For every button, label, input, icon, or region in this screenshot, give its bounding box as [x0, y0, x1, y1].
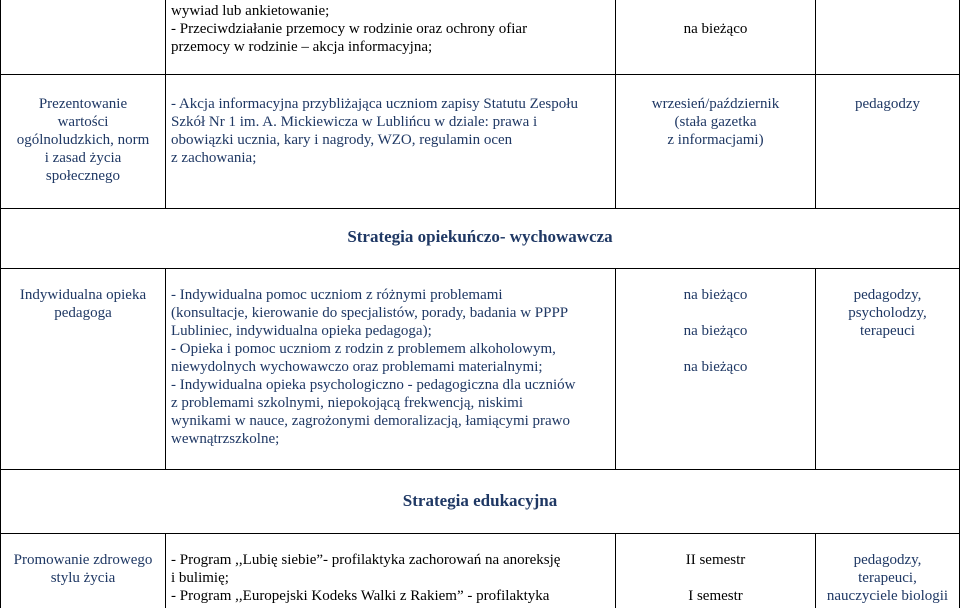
text-line: ogólnoludzkich, norm	[16, 132, 150, 148]
text-line: psycholodzy,	[848, 305, 927, 321]
text-line: i bulimię;	[171, 570, 229, 586]
text-line: nauczyciele biologii	[826, 588, 949, 604]
row4-activities	[171, 551, 611, 605]
text-line: Indywidualna opieka	[19, 287, 147, 303]
text-line: i zasad życia	[44, 150, 122, 166]
row-divider	[0, 268, 960, 269]
row2-task	[1, 95, 165, 185]
text-line: wywiad lub ankietowanie;	[171, 3, 330, 19]
row4-task	[1, 551, 165, 587]
text-line: społecznego	[45, 168, 121, 184]
text-line: - Indywidualna pomoc uczniom z różnymi problemami	[171, 287, 503, 303]
text-line: przemocy w rodzinie – akcja informacyjna;	[171, 39, 433, 55]
column-divider	[165, 0, 166, 208]
text-line: z problemami szkolnymi, niepokojącą frekwencją, niskimi	[171, 395, 523, 411]
row4-responsible	[816, 551, 959, 605]
section-title: Strategia edukacyjna	[402, 491, 558, 510]
text-line: z informacjami)	[667, 132, 764, 148]
text-line: na bieżąco	[683, 323, 748, 339]
text-line: pedagodzy	[855, 96, 920, 112]
text-line: - Przeciwdziałanie przemocy w rodzinie oraz ochrony ofiar	[171, 21, 528, 37]
text-line: wewnątrzszkolne;	[171, 431, 280, 447]
row2-timeline	[616, 95, 815, 149]
text-line: obowiązki ucznia, kary i nagrody, WZO, regulamin ocen	[171, 132, 513, 148]
text-line: Lubliniec, indywidualna opieka pedagoga);	[171, 323, 432, 339]
text-line: Prezentowanie	[38, 96, 128, 112]
text-line: I semestr	[688, 588, 743, 604]
section-heading-education	[1, 492, 959, 510]
text-line: wartości	[57, 114, 109, 130]
text-line: (konsultacje, kierowanie do specjalistów, porady, badania w PPPP	[171, 305, 569, 321]
row4-timeline	[616, 551, 815, 605]
text-line: - Program ,,Lubię siebie”- profilaktyka zachorowań na anoreksję	[171, 552, 561, 568]
text-line: pedagoga	[54, 305, 112, 321]
row-divider	[0, 533, 960, 534]
text-line: terapeuci	[860, 323, 915, 339]
row2-responsible	[816, 95, 959, 113]
text-line: pedagodzy,	[853, 287, 922, 303]
column-divider	[165, 268, 166, 469]
text-line: wrzesień/październik	[651, 96, 780, 112]
text-line: II semestr	[685, 552, 746, 568]
text-line: na bieżąco	[683, 21, 748, 37]
text-line: na bieżąco	[683, 287, 748, 303]
row3-timeline	[616, 286, 815, 376]
text-line: pedagodzy,	[853, 552, 922, 568]
text-line: z zachowania;	[171, 150, 257, 166]
row-divider	[0, 208, 960, 209]
text-line: na bieżąco	[683, 359, 748, 375]
text-line: (stała gazetka	[674, 114, 757, 130]
section-heading-care	[1, 228, 959, 246]
text-line: wynikami w nauce, zagrożonymi demoralizacją, łamiącymi prawo	[171, 413, 571, 429]
text-line: - Akcja informacyjna przybliżająca uczniom zapisy Statutu Zespołu	[171, 96, 578, 112]
column-divider	[165, 533, 166, 608]
row1-activities	[171, 2, 611, 56]
text-line: - Program ,,Europejski Kodeks Walki z Rakiem” - profilaktyka	[171, 588, 550, 604]
text-line: terapeuci,	[858, 570, 917, 586]
text-line: Promowanie zdrowego	[13, 552, 153, 568]
text-line: - Indywidualna opieka psychologiczno - pedagogiczna dla uczniów	[171, 377, 576, 393]
row3-task	[1, 286, 165, 322]
row3-responsible	[816, 286, 959, 340]
row-divider	[0, 74, 960, 75]
row1-timeline	[616, 20, 815, 38]
row3-activities	[171, 286, 611, 448]
text-line: niewydolnych wychowawczo oraz problemami materialnymi;	[171, 359, 543, 375]
text-line: Szkół Nr 1 im. A. Mickiewicza w Lublińcu w dziale: prawa i	[171, 114, 538, 130]
row2-activities	[171, 95, 611, 167]
row-divider	[0, 469, 960, 470]
text-line: - Opieka i pomoc uczniom z rodzin z problemem alkoholowym,	[171, 341, 556, 357]
text-line: stylu życia	[50, 570, 116, 586]
section-title: Strategia opiekuńczo- wychowawcza	[347, 227, 613, 246]
